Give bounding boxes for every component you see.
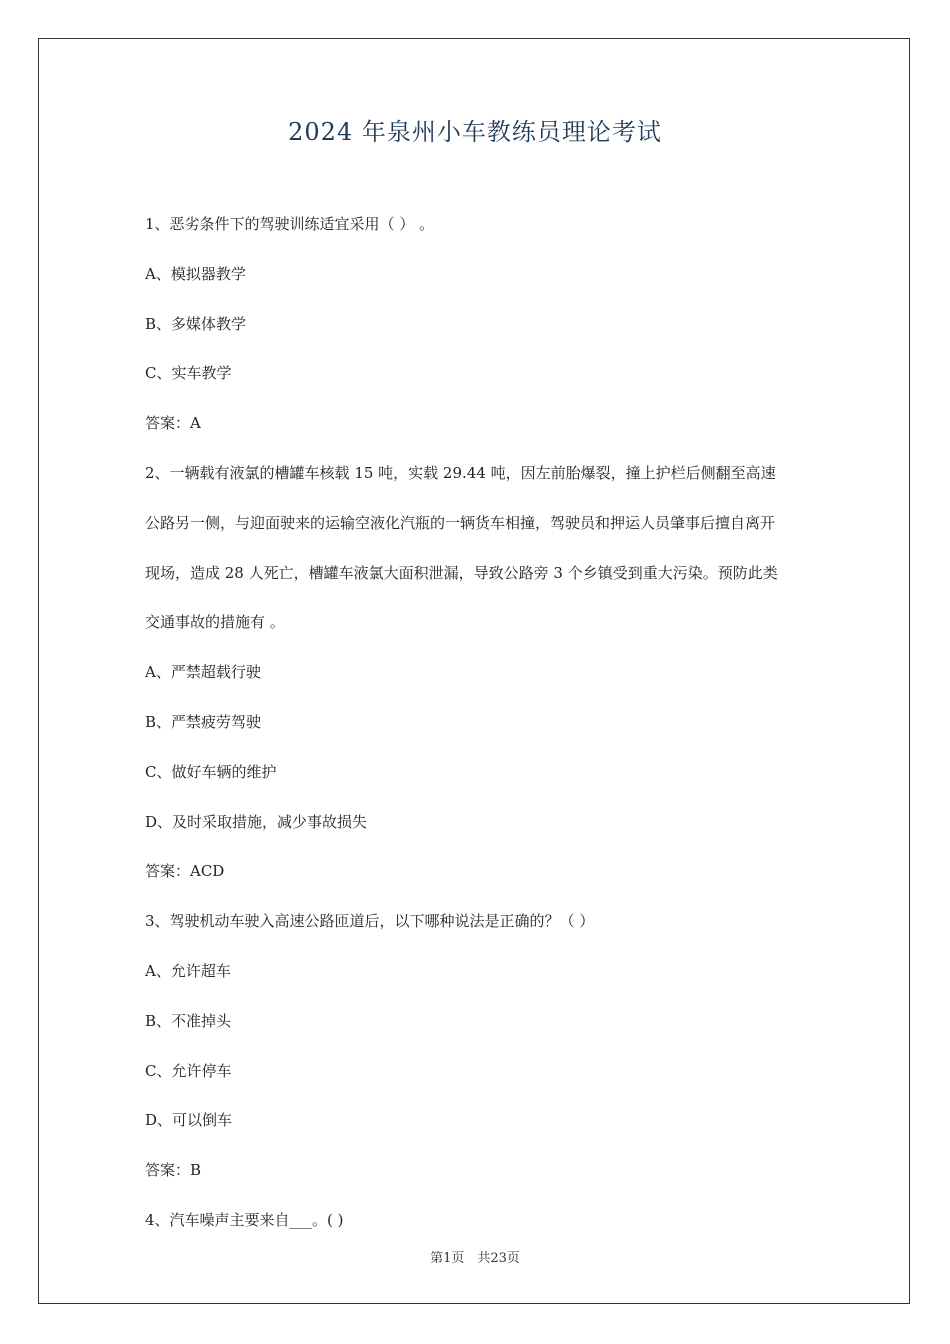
question-1-option-b: B、多媒体教学	[145, 314, 247, 333]
question-2-option-d: D、及时采取措施，减少事故损失	[145, 812, 368, 831]
question-2-option-c: C、做好车辆的维护	[145, 762, 277, 781]
question-2-line-1: 2、一辆载有液氯的槽罐车核载 15 吨，实载 29.44 吨，因左前胎爆裂，撞上护栏后侧翻至高速	[145, 463, 776, 482]
question-3-option-a: A、允许超车	[145, 961, 231, 980]
question-2-option-b: B、严禁疲劳驾驶	[145, 712, 262, 731]
question-2-option-a: A、严禁超载行驶	[145, 663, 261, 682]
question-1-option-a: A、模拟器教学	[145, 264, 246, 283]
question-3-option-c: C、允许停车	[145, 1061, 232, 1080]
document-body	[145, 200, 809, 1246]
question-2-line-2: 公路另一侧，与迎面驶来的运输空液化汽瓶的一辆货车相撞，驾驶员和押运人员肇事后擅自离开	[145, 513, 776, 532]
question-2-answer: 答案：ACD	[145, 862, 225, 881]
question-3-answer: 答案：B	[145, 1161, 202, 1180]
page-number-footer: 第1页 共23页	[430, 1251, 520, 1266]
question-1: 1、恶劣条件下的驾驶训练适宜采用（ ） 。	[145, 215, 435, 233]
question-3: 3、驾驶机动车驶入高速公路匝道后，以下哪种说法是正确的？（ ）	[145, 912, 595, 931]
document-title: 2024 年泉州小车教练员理论考试	[288, 118, 662, 146]
question-3-option-d: D、可以倒车	[145, 1111, 233, 1130]
question-2-line-3: 现场，造成 28 人死亡，槽罐车液氯大面积泄漏，导致公路旁 3 个乡镇受到重大污染。预防此类	[145, 563, 778, 582]
question-3-option-b: B、不准掉头	[145, 1011, 232, 1030]
question-2-line-4: 交通事故的措施有 。	[145, 613, 285, 632]
question-1-answer: 答案：A	[145, 414, 201, 433]
question-1-option-c: C、实车教学	[145, 364, 232, 383]
question-4: 4、汽车噪声主要来自___。( )	[145, 1210, 344, 1229]
